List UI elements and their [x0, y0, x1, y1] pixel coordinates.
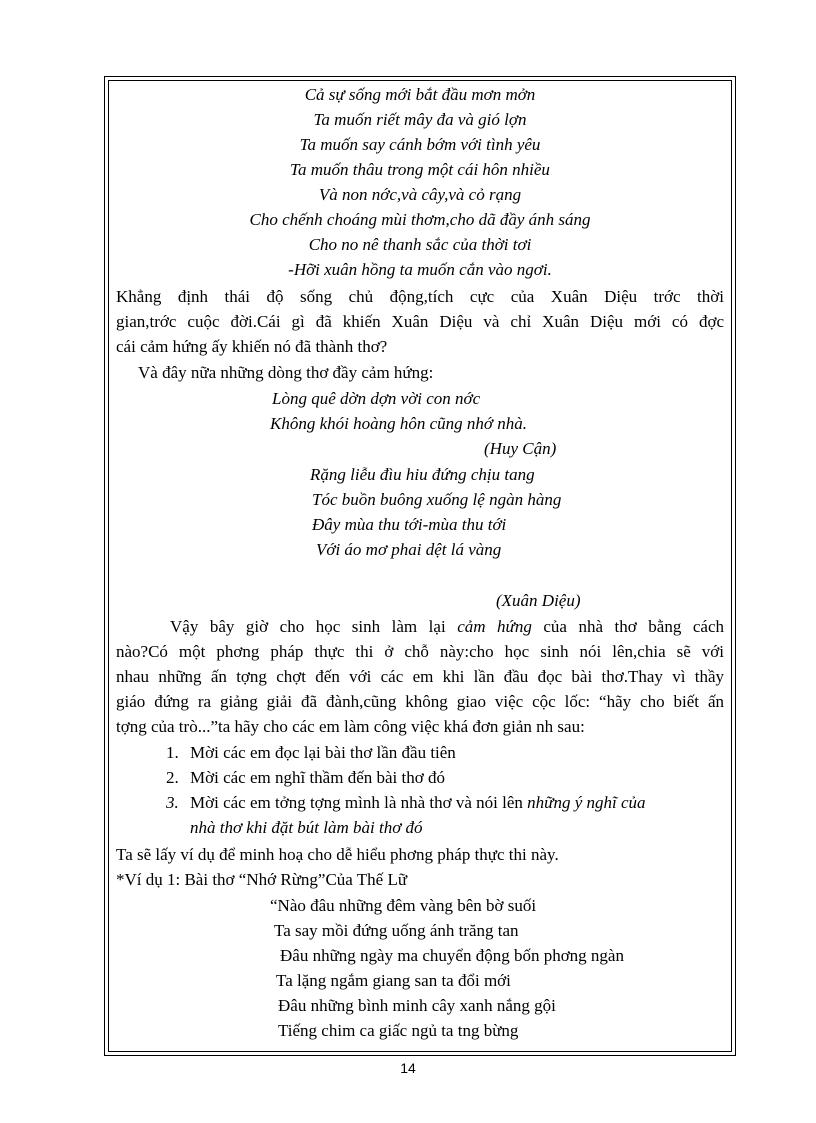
paragraph-line: Ta sẽ lấy ví dụ để minh hoạ cho dễ hiểu phơng pháp thực thi này.	[116, 845, 559, 864]
example-heading: *Ví dụ 1: Bài thơ “Nhớ Rừng”Của Thế Lữ	[116, 870, 408, 889]
paragraph-line: Khẳng định thái độ sống chủ động,tích cực của Xuân Diệu trớc thời	[116, 287, 724, 306]
paragraph-line	[170, 616, 724, 638]
poem-line: Cho chếnh choáng mùi thơm,cho dã đầy ánh sáng	[249, 210, 591, 229]
paragraph-line: tợng của trò...”ta hãy cho các em làm công việc khá đơn giản nh sau:	[116, 717, 585, 736]
poem-line: Đâu những ngày ma chuyển động bốn phơng ngàn	[280, 946, 624, 965]
emphasis-text: những ý nghĩ của	[527, 793, 646, 812]
paragraph-line: nhau những ấn tợng chợt đến với các em khi lần đầu đọc bài thơ.Thay vì thầy	[116, 667, 724, 686]
list-item-continued: nhà thơ khi đặt bút làm bài thơ đó	[190, 818, 423, 837]
poem-line: “Nào đâu những đêm vàng bên bờ suối	[270, 896, 537, 915]
poem-line: Rặng liễu đìu hiu đứng chịu tang	[310, 465, 535, 484]
poem-line: Ta say mồi đứng uống ánh trăng tan	[274, 921, 519, 940]
poem-line: Ta lặng ngắm giang san ta đổi mới	[276, 971, 511, 990]
poem-line: Tiếng chim ca giấc ngủ ta tng bừng	[278, 1021, 519, 1040]
poem-line: Cho no nê thanh sắc của thời tơi	[308, 235, 532, 254]
list-number: 2.	[166, 768, 179, 787]
paragraph-line: gian,trớc cuộc đời.Cái gì đã khiến Xuân Diệu và chỉ Xuân Diệu mới có đợc	[116, 312, 724, 331]
poem-line: Và non nớc,và cây,và cỏ rạng	[318, 185, 522, 204]
list-number: 1.	[166, 743, 179, 762]
poem-line: Cả sự sống mới bắt đầu mơn mởn	[304, 85, 536, 104]
paragraph-text: Vậy bây giờ cho học sinh làm lại	[170, 617, 458, 636]
poem-line: Tóc buồn buông xuống lệ ngàn hàng	[312, 490, 562, 509]
poem-line: Ta muốn riết mây đa và gió lợn	[313, 110, 527, 129]
list-item-text: Mời các em tởng tợng mình là nhà thơ và nói lên	[190, 793, 528, 812]
list-item: Mời các em nghĩ thầm đến bài thơ đó	[190, 768, 445, 787]
poem-line: Với áo mơ phai dệt lá vàng	[316, 540, 502, 559]
poem-line: Lòng quê dờn dợn vời con nớc	[272, 389, 481, 408]
emphasis-text: cảm hứng	[457, 617, 532, 636]
poem-line: Ta muốn thâu trong một cái hôn nhiều	[290, 160, 550, 179]
poem-line: Không khói hoàng hôn cũng nhớ nhà.	[270, 414, 527, 433]
list-number: 3.	[166, 793, 179, 812]
list-item: Mời các em đọc lại bài thơ lần đầu tiên	[190, 743, 456, 762]
poem-line: Đâu những bình minh cây xanh nắng gội	[278, 996, 556, 1015]
poem-author: (Xuân Diệu)	[496, 591, 581, 610]
paragraph-text: của nhà thơ bằng cách	[531, 617, 724, 636]
paragraph-line: nào?Có một phơng pháp thực thi ở chỗ này:cho học sinh nói lên,chia sẽ với	[116, 642, 724, 661]
list-item	[190, 792, 646, 814]
page-number: 14	[400, 1060, 416, 1076]
poem-line: Đây mùa thu tới-mùa thu tới	[312, 515, 507, 534]
paragraph-line: cái cảm hứng ấy khiến nó đã thành thơ?	[116, 337, 388, 356]
paragraph-line: giáo đứng ra giảng giải đã đành,cũng không giao việc cộc lốc: “hãy cho biết ấn	[116, 692, 724, 711]
intro-line: Và đây nữa những dòng thơ đầy cảm hứng:	[138, 363, 434, 382]
poem-line: Ta muốn say cánh bớm với tình yêu	[299, 135, 541, 154]
poem-line: -Hỡi xuân hồng ta muốn cắn vào ngơi.	[288, 260, 552, 279]
poem-author: (Huy Cận)	[484, 439, 557, 458]
